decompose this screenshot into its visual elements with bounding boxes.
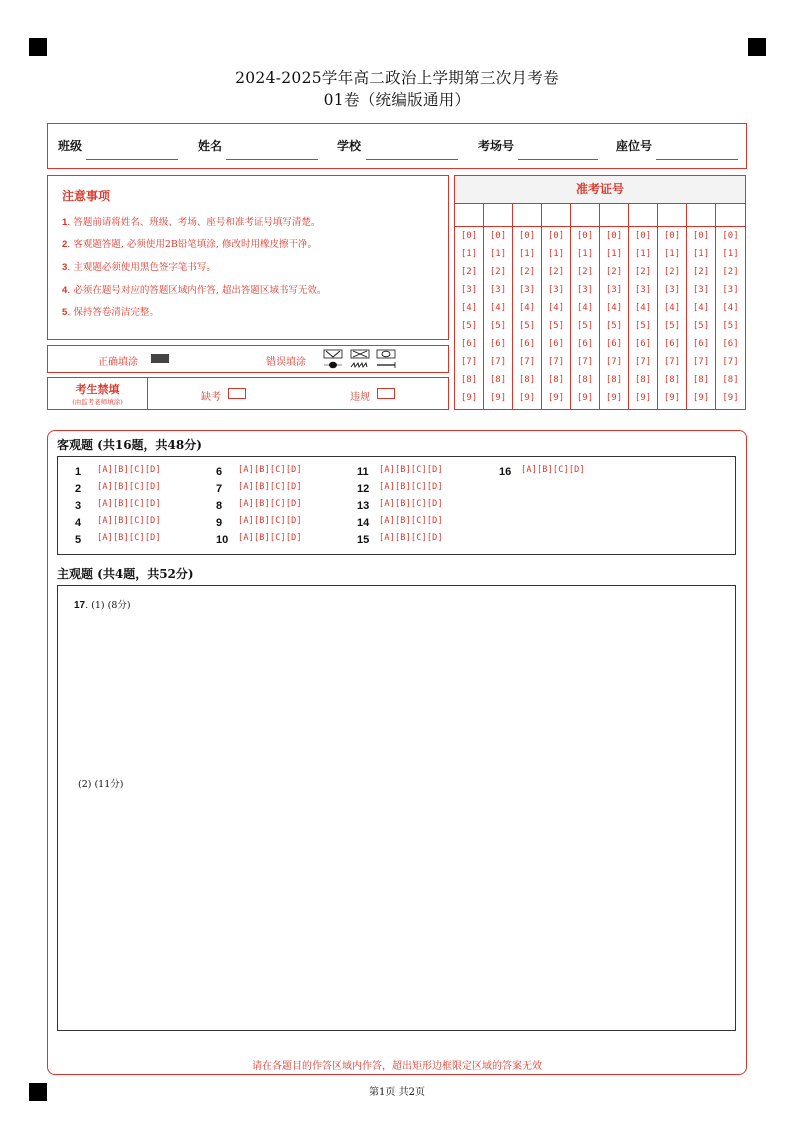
answer-option-bubbles[interactable]: [A][B][C][D] (97, 499, 161, 509)
exam-id-digit-bubble[interactable]: [4] (692, 303, 710, 313)
exam-id-digit-bubble[interactable]: [3] (518, 285, 536, 295)
exam-id-digit-bubble[interactable]: [6] (576, 339, 594, 349)
exam-id-digit-bubble[interactable]: [2] (547, 267, 565, 277)
objective-section-title: 客观题 (共16题，共48分) (57, 438, 202, 452)
wrong-fill-samples-icon (322, 349, 398, 371)
exam-id-digit-bubble[interactable]: [5] (518, 321, 536, 331)
exam-id-digit-bubble[interactable]: [3] (605, 285, 623, 295)
note-item: 3. 主观题必须使用黑色签字笔书写。 (62, 262, 216, 273)
exam-id-digit-bubble[interactable]: [4] (722, 303, 739, 313)
question-number: 10 (216, 534, 229, 546)
exam-id-digit-bubble[interactable]: [5] (663, 321, 681, 331)
exam-id-digit-bubble[interactable]: [9] (489, 393, 507, 403)
name-field[interactable] (226, 159, 318, 160)
exam-id-digit-bubble[interactable]: [9] (722, 393, 739, 403)
exam-id-digit-bubble[interactable]: [1] (460, 249, 478, 259)
exam-id-digit-bubble[interactable]: [1] (634, 249, 652, 259)
exam-room-label: 考场号 (478, 139, 515, 153)
exam-id-digit-entry[interactable] (571, 203, 599, 227)
exam-id-digit-bubble[interactable]: [6] (692, 339, 710, 349)
proctor-only-title: 考生禁填 (75, 383, 120, 396)
exam-id-digit-entry[interactable] (513, 203, 541, 227)
question-17-answer-area[interactable] (57, 585, 736, 1031)
seat-label: 座位号 (616, 139, 653, 153)
page-title: 2024-2025学年高二政治上学期第三次月考卷 (235, 69, 559, 87)
school-field[interactable] (366, 159, 458, 160)
exam-id-digit-bubble[interactable]: [2] (634, 267, 652, 277)
exam-id-digit-bubble[interactable]: [8] (547, 375, 565, 385)
exam-id-digit-bubble[interactable]: [2] (692, 267, 710, 277)
exam-id-column (629, 203, 658, 410)
note-item: 2. 客观题答题, 必须使用2B铅笔填涂, 修改时用橡皮擦干净。 (62, 239, 317, 250)
exam-id-digit-bubble[interactable]: [0] (547, 231, 565, 241)
exam-id-digit-bubble[interactable]: [2] (663, 267, 681, 277)
question-number: 16 (499, 466, 512, 478)
exam-id-digit-entry[interactable] (600, 203, 628, 227)
exam-room-field[interactable] (518, 159, 598, 160)
positioning-marker-top-right (748, 38, 766, 56)
exam-id-digit-bubble[interactable]: [4] (489, 303, 507, 313)
page-subtitle: 01卷（统编版通用） (323, 91, 471, 109)
exam-id-column (571, 203, 600, 410)
correct-fill-sample (151, 354, 169, 363)
exam-id-digit-bubble[interactable]: [4] (576, 303, 594, 313)
exam-id-digit-bubble[interactable]: [1] (692, 249, 710, 259)
answer-option-bubbles[interactable]: [A][B][C][D] (379, 499, 443, 509)
exam-id-digit-bubble[interactable]: [7] (489, 357, 507, 367)
answer-option-bubbles[interactable]: [A][B][C][D] (379, 465, 443, 475)
correct-fill-label: 正确填涂 (98, 357, 138, 368)
exam-id-digit-bubble[interactable]: [4] (460, 303, 478, 313)
student-info-row (47, 123, 747, 169)
question-number: 8 (216, 500, 223, 512)
exam-id-digit-bubble[interactable]: [9] (518, 393, 536, 403)
objective-answer-grid (57, 456, 736, 555)
exam-id-digit-bubble[interactable]: [8] (605, 375, 623, 385)
note-item: 5. 保持答卷清洁完整。 (62, 307, 159, 318)
seat-field[interactable] (656, 159, 738, 160)
exam-id-digit-bubble[interactable]: [9] (460, 393, 478, 403)
note-item: 4. 必须在题号对应的答题区域内作答, 超出答题区域书写无效。 (62, 285, 327, 296)
exam-id-digit-bubble[interactable]: [3] (576, 285, 594, 295)
exam-id-digit-bubble[interactable]: [2] (605, 267, 623, 277)
exam-id-digit-bubble[interactable]: [8] (634, 375, 652, 385)
exam-id-digit-bubble[interactable]: [8] (663, 375, 681, 385)
exam-id-digit-bubble[interactable]: [6] (518, 339, 536, 349)
exam-id-digit-bubble[interactable]: [5] (634, 321, 652, 331)
proctor-only-note: (由监考老师填涂) (72, 398, 123, 406)
question-number: 1 (75, 466, 82, 478)
exam-id-digit-entry[interactable] (542, 203, 570, 227)
exam-id-column (716, 203, 745, 410)
question-number: 12 (357, 483, 370, 495)
note-item: 1. 答题前请将姓名、班级、考场、座号和准考证号填写清楚。 (62, 217, 321, 228)
exam-id-digit-bubble[interactable]: [7] (576, 357, 594, 367)
exam-id-digit-bubble[interactable]: [0] (576, 231, 594, 241)
exam-id-digit-bubble[interactable]: [2] (518, 267, 536, 277)
answer-option-bubbles[interactable]: [A][B][C][D] (379, 516, 443, 526)
class-field[interactable] (86, 159, 178, 160)
question-number: 15 (357, 534, 370, 546)
question-17-label: 17. (1) (8分) (74, 600, 131, 611)
answer-option-bubbles[interactable]: [A][B][C][D] (379, 533, 443, 543)
exam-id-digit-bubble[interactable]: [0] (460, 231, 478, 241)
exam-id-digit-bubble[interactable]: [5] (692, 321, 710, 331)
answer-option-bubbles[interactable]: [A][B][C][D] (97, 465, 161, 475)
exam-id-digit-bubble[interactable]: [2] (576, 267, 594, 277)
wrong-fill-label: 错误填涂 (266, 357, 306, 368)
exam-id-digit-bubble[interactable]: [3] (663, 285, 681, 295)
exam-id-digit-bubble[interactable]: [7] (518, 357, 536, 367)
question-number: 5 (75, 534, 82, 546)
exam-id-digit-bubble[interactable]: [0] (489, 231, 507, 241)
exam-id-digit-entry[interactable] (658, 203, 686, 227)
violation-checkbox[interactable] (377, 388, 395, 399)
exam-id-digit-bubble[interactable]: [2] (722, 267, 739, 277)
exam-id-digit-bubble[interactable]: [0] (518, 231, 536, 241)
exam-id-digit-bubble[interactable]: [7] (663, 357, 681, 367)
exam-id-digit-bubble[interactable]: [9] (547, 393, 565, 403)
question-number: 13 (357, 500, 370, 512)
exam-id-digit-bubble[interactable]: [1] (722, 249, 739, 259)
exam-id-digit-bubble[interactable]: [3] (692, 285, 710, 295)
exam-id-digit-bubble[interactable]: [7] (722, 357, 739, 367)
exam-id-digit-entry[interactable] (455, 203, 483, 227)
exam-id-digit-bubble[interactable]: [5] (605, 321, 623, 331)
exam-id-digit-bubble[interactable]: [0] (663, 231, 681, 241)
absent-checkbox[interactable] (228, 388, 246, 399)
exam-id-digit-bubble[interactable]: [0] (722, 231, 739, 241)
exam-id-column (455, 203, 484, 410)
exam-id-digit-bubble[interactable]: [8] (460, 375, 478, 385)
exam-id-digit-bubble[interactable]: [3] (722, 285, 739, 295)
exam-id-column (600, 203, 629, 410)
exam-id-column (658, 203, 687, 410)
notes-panel (47, 175, 449, 340)
exam-id-digit-bubble[interactable]: [1] (576, 249, 594, 259)
class-label: 班级 (58, 139, 83, 153)
question-number: 4 (75, 517, 82, 529)
question-17-part-2-label: (2) (11分) (78, 779, 124, 790)
answer-option-bubbles[interactable]: [A][B][C][D] (238, 499, 302, 509)
exam-id-title: 准考证号 (455, 176, 745, 204)
exam-id-digit-bubble[interactable]: [9] (576, 393, 594, 403)
exam-id-digit-bubble[interactable]: [0] (605, 231, 623, 241)
exam-id-digit-bubble[interactable]: [2] (489, 267, 507, 277)
exam-id-digit-bubble[interactable]: [9] (663, 393, 681, 403)
exam-id-digit-bubble[interactable]: [7] (460, 357, 478, 367)
exam-id-digit-bubble[interactable]: [7] (634, 357, 652, 367)
exam-id-digit-bubble[interactable]: [4] (663, 303, 681, 313)
exam-id-digit-bubble[interactable]: [6] (489, 339, 507, 349)
exam-id-digit-bubble[interactable]: [1] (605, 249, 623, 259)
exam-id-digit-bubble[interactable]: [1] (547, 249, 565, 259)
question-number: 11 (357, 466, 369, 478)
question-number: 3 (75, 500, 82, 512)
exam-id-digit-bubble[interactable]: [5] (547, 321, 565, 331)
question-number: 2 (75, 483, 82, 495)
question-number: 9 (216, 517, 223, 529)
exam-id-digit-bubble[interactable]: [4] (634, 303, 652, 313)
answer-option-bubbles[interactable]: [A][B][C][D] (521, 465, 585, 475)
exam-id-digit-bubble[interactable]: [6] (605, 339, 623, 349)
answer-option-bubbles[interactable]: [A][B][C][D] (238, 465, 302, 475)
exam-id-digit-bubble[interactable]: [2] (460, 267, 478, 277)
absent-label: 缺考 (201, 392, 221, 403)
answer-option-bubbles[interactable]: [A][B][C][D] (238, 516, 302, 526)
exam-id-digit-bubble[interactable]: [6] (663, 339, 681, 349)
answer-option-bubbles[interactable]: [A][B][C][D] (379, 482, 443, 492)
exam-id-digit-bubble[interactable]: [3] (634, 285, 652, 295)
fill-sample-panel (47, 345, 449, 373)
exam-id-digit-bubble[interactable]: [8] (692, 375, 710, 385)
name-label: 姓名 (198, 139, 223, 153)
exam-id-digit-bubble[interactable]: [8] (489, 375, 507, 385)
answer-option-bubbles[interactable]: [A][B][C][D] (238, 533, 302, 543)
exam-id-digit-bubble[interactable]: [3] (547, 285, 565, 295)
exam-id-digit-entry[interactable] (484, 203, 512, 227)
answer-option-bubbles[interactable]: [A][B][C][D] (238, 482, 302, 492)
exam-id-digit-bubble[interactable]: [7] (605, 357, 623, 367)
exam-id-column (542, 203, 571, 410)
school-label: 学校 (337, 139, 362, 153)
exam-id-panel (454, 175, 746, 410)
exam-id-digit-bubble[interactable]: [1] (518, 249, 536, 259)
notes-title: 注意事项 (62, 189, 111, 203)
exam-id-digit-bubble[interactable]: [5] (460, 321, 478, 331)
exam-id-digit-bubble[interactable]: [4] (518, 303, 536, 313)
exam-id-digit-bubble[interactable]: [8] (576, 375, 594, 385)
exam-id-digit-bubble[interactable]: [6] (634, 339, 652, 349)
exam-id-digit-bubble[interactable]: [7] (692, 357, 710, 367)
exam-id-digit-bubble[interactable]: [1] (489, 249, 507, 259)
exam-id-digit-entry[interactable] (716, 203, 745, 227)
exam-id-digit-entry[interactable] (629, 203, 657, 227)
exam-id-digit-bubble[interactable]: [9] (634, 393, 652, 403)
exam-id-digit-bubble[interactable]: [9] (692, 393, 710, 403)
answer-area-warning: 请在各题目的作答区域内作答，超出矩形边框限定区域的答案无效 (252, 1061, 542, 1072)
subjective-section-title: 主观题 (共4题，共52分) (57, 567, 194, 581)
exam-id-digit-bubble[interactable]: [3] (489, 285, 507, 295)
exam-id-digit-bubble[interactable]: [9] (605, 393, 623, 403)
exam-id-digit-bubble[interactable]: [7] (547, 357, 565, 367)
positioning-marker-top-left (29, 38, 47, 56)
exam-id-column (687, 203, 716, 410)
proctor-only-panel (47, 377, 449, 410)
exam-id-column (484, 203, 513, 410)
proctor-only-header (48, 378, 148, 409)
question-number: 6 (216, 466, 223, 478)
answer-option-bubbles[interactable]: [A][B][C][D] (97, 516, 161, 526)
question-number: 7 (216, 483, 223, 495)
exam-id-digit-bubble[interactable]: [1] (663, 249, 681, 259)
exam-id-digit-bubble[interactable]: [5] (489, 321, 507, 331)
exam-id-column (513, 203, 542, 410)
question-number: 14 (357, 517, 370, 529)
exam-id-digit-bubble[interactable]: [6] (722, 339, 739, 349)
exam-id-digit-bubble[interactable]: [6] (460, 339, 478, 349)
exam-id-digit-bubble[interactable]: [3] (460, 285, 478, 295)
exam-id-digit-bubble[interactable]: [0] (692, 231, 710, 241)
exam-id-digit-bubble[interactable]: [4] (605, 303, 623, 313)
exam-id-digit-bubble[interactable]: [8] (722, 375, 739, 385)
exam-id-digit-bubble[interactable]: [0] (634, 231, 652, 241)
violation-label: 违规 (350, 392, 370, 403)
exam-id-digit-bubble[interactable]: [6] (547, 339, 565, 349)
exam-id-digit-bubble[interactable]: [8] (518, 375, 536, 385)
exam-id-digit-bubble[interactable]: [5] (722, 321, 739, 331)
answer-option-bubbles[interactable]: [A][B][C][D] (97, 533, 161, 543)
exam-id-digit-entry[interactable] (687, 203, 715, 227)
exam-id-digit-bubble[interactable]: [5] (576, 321, 594, 331)
exam-id-digit-bubble[interactable]: [4] (547, 303, 565, 313)
page-number: 第1页 共2页 (369, 1087, 425, 1098)
answer-option-bubbles[interactable]: [A][B][C][D] (97, 482, 161, 492)
